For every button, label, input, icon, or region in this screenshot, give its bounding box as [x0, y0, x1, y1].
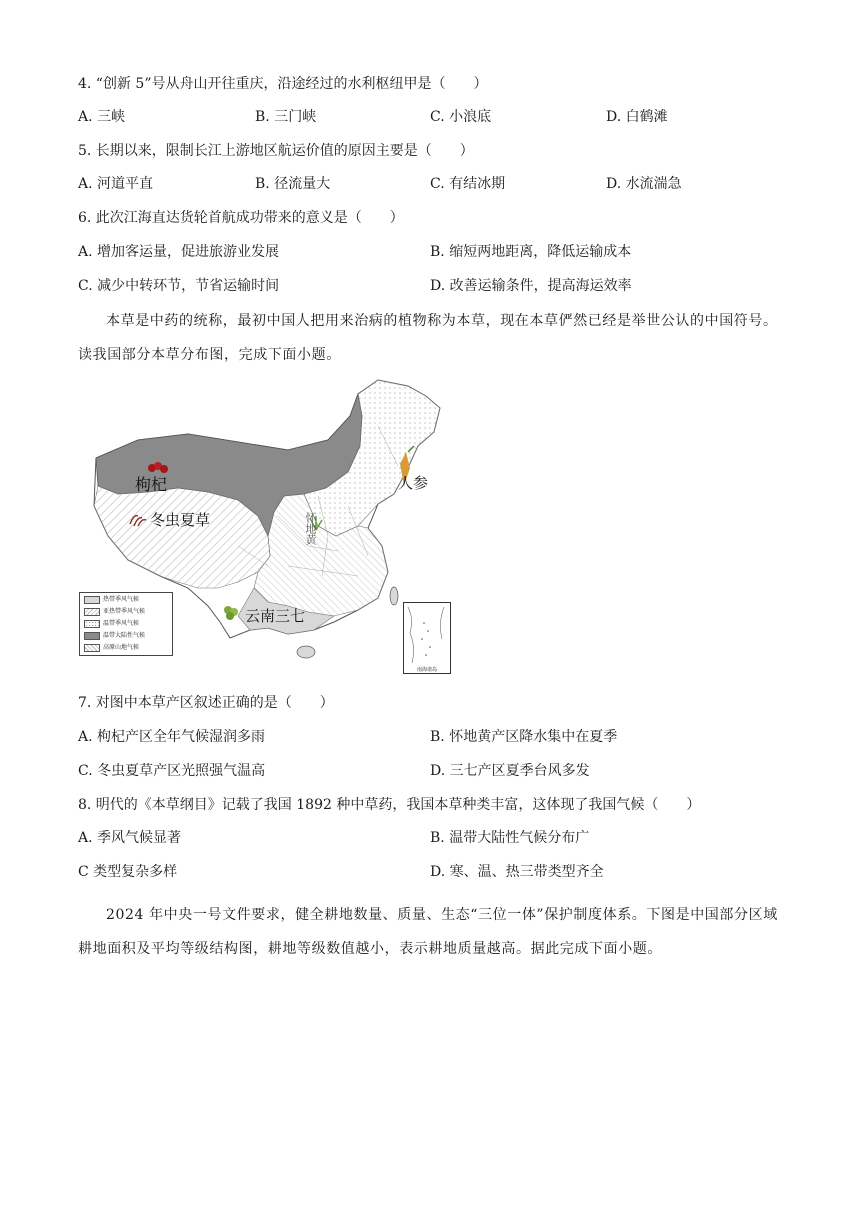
q8-option-d: D. 寒、温、热三带类型齐全	[430, 864, 604, 880]
q6-option-a: A. 增加客运量，促进旅游业发展	[78, 244, 280, 260]
legend-label: 亚热带季风气候	[103, 608, 146, 615]
inset-label: 南海诸岛	[417, 667, 438, 673]
legend-label: 热带季风气候	[103, 596, 140, 603]
legend-item	[84, 632, 145, 640]
q8-option-b: B. 温带大陆性气候分布广	[430, 830, 590, 846]
q7-option-d: D. 三七产区夏季台风多发	[430, 763, 590, 779]
q4-stem: 4. “创新 5”号从舟山开往重庆，沿途经过的水利枢纽甲是（ ）	[78, 76, 488, 92]
q6-option-c: C. 减少中转环节，节省运输时间	[78, 278, 280, 294]
q5-stem: 5. 长期以来，限制长江上游地区航运价值的原因主要是（ ）	[78, 143, 474, 159]
legend-item	[84, 596, 139, 604]
hainan-island	[297, 646, 315, 658]
legend-label: 高原山地气候	[103, 644, 140, 651]
q7-option-a: A. 枸杞产区全年气候湿润多雨	[78, 729, 266, 745]
q5-option-b: B. 径流量大	[255, 176, 331, 192]
q7-option-c: C. 冬虫夏草产区光照强气温高	[78, 763, 266, 779]
q4-option-d: D. 白鹤滩	[606, 109, 668, 125]
map-label-gouqi: 枸杞	[135, 475, 168, 494]
inset-islands	[404, 603, 450, 673]
q6-option-d: D. 改善运输条件，提高海运效率	[430, 278, 632, 294]
south-china-sea-inset	[403, 602, 451, 674]
q4-option-c: C. 小浪底	[430, 109, 492, 125]
q7-stem: 7. 对图中本草产区叙述正确的是（ ）	[78, 695, 334, 711]
q8-option-c: C 类型复杂多样	[78, 864, 178, 880]
q8-stem: 8. 明代的《本草纲目》记载了我国 1892 种中草药，我国本草种类丰富，这体现了我国气候（ ）	[78, 797, 701, 813]
q8-option-a: A. 季风气候显著	[78, 830, 182, 846]
legend-item	[84, 620, 139, 628]
q5-option-d: D. 水流湍急	[606, 176, 682, 192]
legend-swatch	[84, 644, 100, 652]
taiwan-island	[390, 587, 398, 605]
legend-swatch	[84, 596, 100, 604]
legend-swatch	[84, 608, 100, 616]
q4-option-b: B. 三门峡	[255, 109, 317, 125]
map-label-chongcao: 冬虫夏草	[150, 511, 211, 529]
map-legend	[79, 592, 173, 656]
legend-item	[84, 644, 139, 652]
legend-swatch	[84, 620, 100, 628]
intro-farmland-paragraph: 2024 年中央一号文件要求，健全耕地数量、质量、生态“三位一体”保护制度体系。下图是中国部分区域耕地面积及平均等级结构图，耕地等级数值越小，表示耕地质量越高。据此完成下面小题。	[78, 907, 778, 957]
map-label-dihuang: 怀地黄	[304, 512, 317, 545]
q7-option-b: B. 怀地黄产区降水集中在夏季	[430, 729, 618, 745]
q4-option-a: A. 三峡	[78, 109, 126, 125]
legend-label: 温带大陆性气候	[103, 632, 146, 639]
legend-swatch	[84, 632, 100, 640]
map-label-renshen: 人参	[398, 474, 429, 492]
intro-herbs-paragraph: 本草是中药的统称，最初中国人把用来治病的植物称为本草，现在本草俨然已经是举世公认的中国符号。读我国部分本草分布图，完成下面小题。	[78, 313, 778, 363]
map-label-sanqi: 云南三七	[245, 607, 306, 625]
legend-label: 温带季风气候	[103, 620, 140, 627]
q6-option-b: B. 缩短两地距离，降低运输成本	[430, 244, 632, 260]
q6-stem: 6. 此次江海直达货轮首航成功带来的意义是（ ）	[78, 210, 404, 226]
legend-item	[84, 608, 145, 616]
q5-option-c: C. 有结冰期	[430, 176, 506, 192]
q5-option-a: A. 河道平直	[78, 176, 154, 192]
